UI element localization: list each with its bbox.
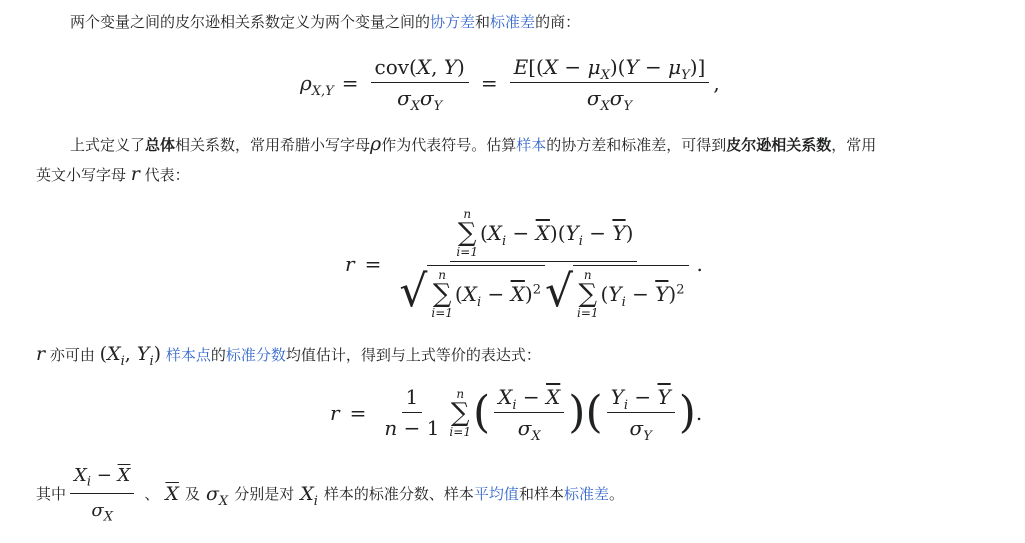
standard-score-fraction: $\frac{X_i - \overline{X}}{\sigma_X}$ (70, 462, 134, 525)
link-sample-point[interactable]: 样本点 (165, 346, 211, 364)
paragraph-population-sample (36, 130, 1016, 159)
text: 两个变量之间的皮尔逊相关系数定义为两个变量之间的 (70, 13, 431, 31)
bold-text: 总体 (145, 136, 176, 154)
text: 相关系数，常用希腊小写字母 (175, 136, 371, 154)
text: 和 (475, 13, 491, 31)
text: ，常用 (831, 136, 877, 154)
text: 。 (608, 484, 624, 503)
text: 分别是对 (234, 484, 295, 503)
paragraph-population-sample-cont (36, 160, 1016, 189)
link-standard-score[interactable]: 标准分数 (225, 346, 286, 364)
text: 及 (184, 484, 200, 503)
text: 均值估计，得到与上式等价的表达式： (285, 346, 541, 364)
mean-symbol: $\overline{X}$ (165, 482, 179, 505)
sample-point-symbol: ($X_i$, $Y_i$) (99, 343, 162, 369)
equation-sample-correlation: r = n ∑ i=1 $(X_i - \overline{X})(Y_i - \overline{Y})$ √ n ∑ i=1 $(X_i - \overline{X})^2$ √ n ∑ i=1 $(Y_i - \overline{Y})^2$ . (345, 207, 703, 320)
text: 的 (210, 346, 226, 364)
text: 英文小写字母 (36, 166, 127, 184)
link-standard-deviation[interactable]: 标准差 (490, 13, 536, 31)
text: 的协方差和标准差，可得到 (546, 136, 727, 154)
link-covariance[interactable]: 协方差 (430, 13, 476, 31)
text: 、 (144, 484, 160, 503)
r-symbol: r (130, 163, 140, 185)
xi-symbol: $X_i$ (300, 482, 318, 509)
text: 上式定义了 (70, 136, 146, 154)
text: 和样本 (518, 484, 564, 503)
text: 其中 (36, 484, 67, 503)
sigma-symbol: $\sigma_X$ (205, 482, 229, 509)
rho-symbol: ρ (370, 133, 382, 155)
paragraph-definition (36, 8, 1016, 36)
link-sample[interactable]: 样本 (516, 136, 547, 154)
r-symbol: r (36, 343, 46, 365)
link-standard-deviation[interactable]: 标准差 (563, 484, 609, 503)
bold-text: 皮尔逊相关系数 (726, 136, 832, 154)
link-mean[interactable]: 平均值 (473, 484, 519, 503)
text: 样本的标准分数、样本 (323, 484, 474, 503)
text: 亦可由 (49, 346, 95, 364)
text: 作为代表符号。估算 (381, 136, 517, 154)
paragraph-where (36, 462, 1016, 525)
equation-population-correlation: $\rho_{X,Y}$ = $\frac{\text{cov(X, Y)}}{\sigma_X\sigma_Y}$ = $\frac{E[(X - \mu_X)(Y - \mu_Y)]}{\sigma_X\sigma_Y}$ , (300, 55, 720, 114)
paragraph-standard-score (36, 340, 1016, 369)
equation-standard-score-form: r = $\frac{1}{n - 1}$ n ∑ i=1 ( $\frac{X_i - \overline{X}}{\sigma_X}$ ) ( $\frac{Y_i - \overline{Y}}{\sigma_Y}$ ) . (330, 385, 703, 444)
text: 代表： (144, 166, 190, 184)
text: 的商： (535, 13, 581, 31)
